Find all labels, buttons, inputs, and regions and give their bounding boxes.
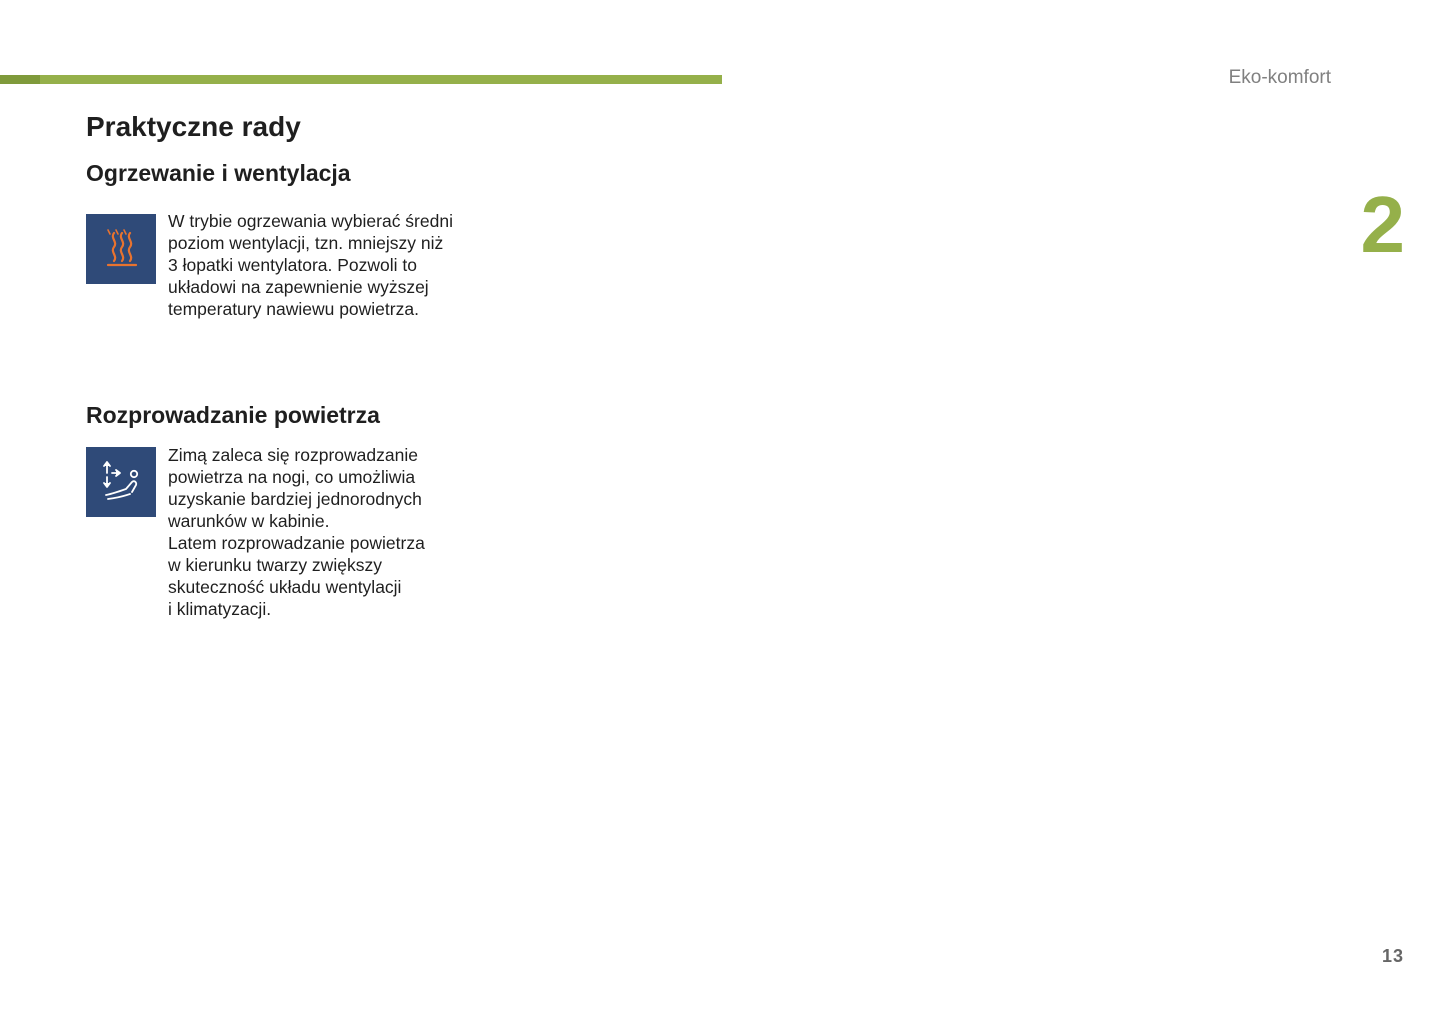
- chapter-number: 2: [1360, 180, 1405, 269]
- text-line: temperatury nawiewu powietrza.: [168, 299, 419, 319]
- text-line: poziom wentylacji, tzn. mniejszy niż: [168, 233, 444, 253]
- heating-icon: [86, 214, 156, 284]
- text-line: skuteczność układu wentylacji: [168, 577, 402, 597]
- text-line: Zimą zaleca się rozprowadzanie: [168, 445, 418, 465]
- text-line: Latem rozprowadzanie powietrza: [168, 533, 425, 553]
- air-distribution-icon: [86, 447, 156, 517]
- text-line: 3 łopatki wentylatora. Pozwoli to: [168, 255, 418, 275]
- text-line: warunków w kabinie.: [168, 511, 330, 531]
- page-number: 13: [1381, 946, 1404, 966]
- header-accent-bar: [0, 75, 722, 84]
- section-heading-air-distribution: Rozprowadzanie powietrza: [86, 402, 380, 428]
- chapter-title: Eko-komfort: [1228, 67, 1331, 88]
- section-text-heating: [168, 210, 498, 320]
- section-text-air-distribution: [168, 444, 498, 620]
- text-line: uzyskanie bardziej jednorodnych: [168, 489, 422, 509]
- text-line: powietrza na nogi, co umożliwia: [168, 467, 416, 487]
- text-line: układowi na zapewnienie wyższej: [168, 277, 429, 297]
- text-line: W trybie ogrzewania wybierać średni: [168, 211, 453, 231]
- text-line: i klimatyzacji.: [168, 599, 272, 619]
- section-heading-heating: Ogrzewanie i wentylacja: [86, 160, 351, 186]
- text-line: w kierunku twarzy zwiększy: [168, 555, 382, 575]
- page-heading: Praktyczne rady: [86, 111, 301, 142]
- header-accent-bar-start: [0, 75, 40, 84]
